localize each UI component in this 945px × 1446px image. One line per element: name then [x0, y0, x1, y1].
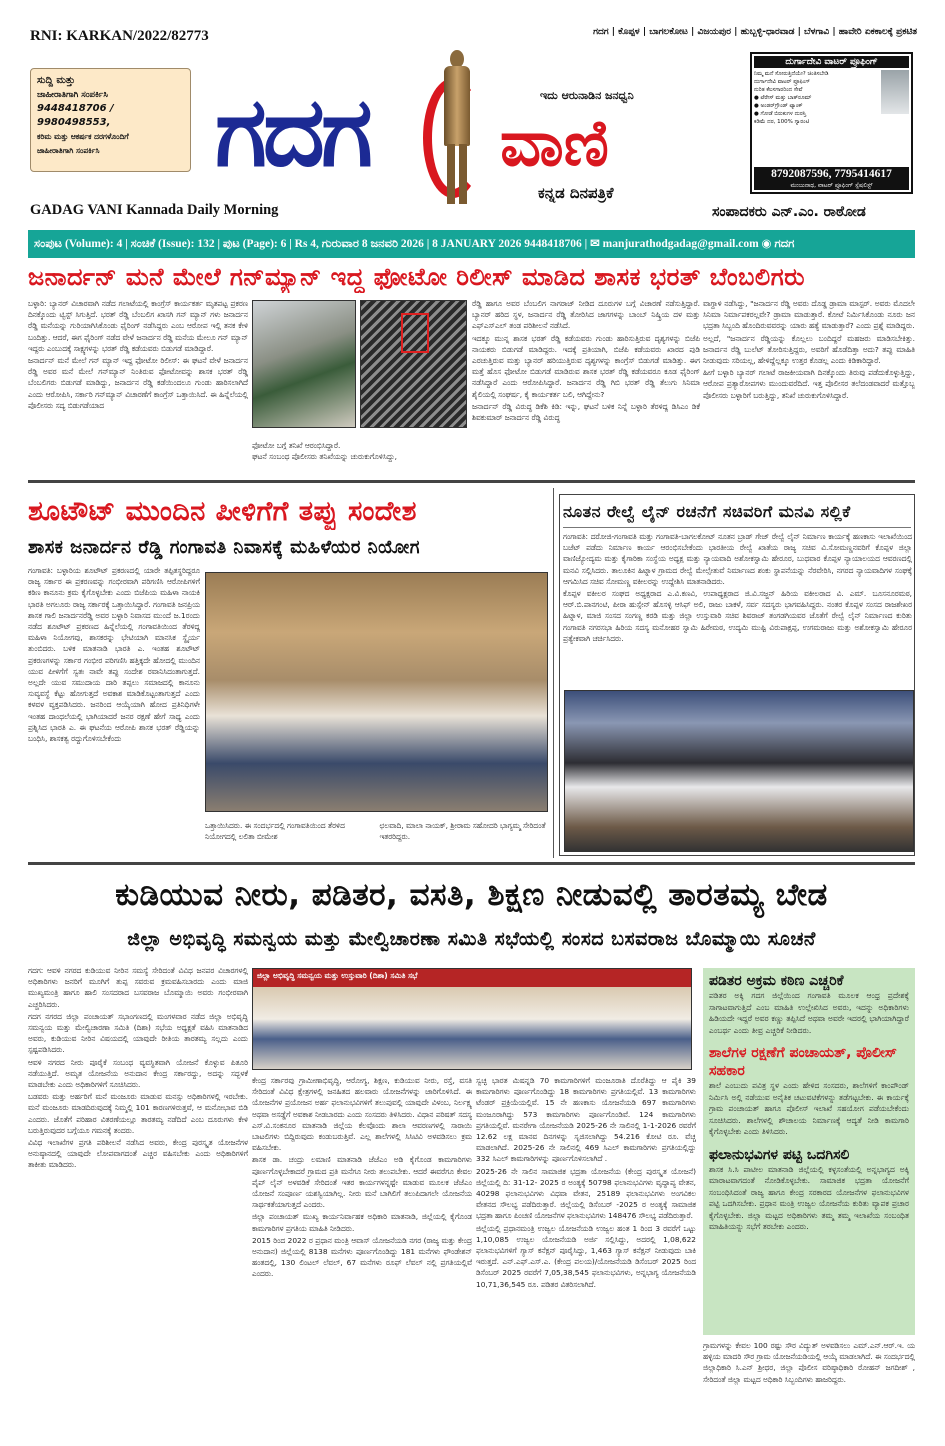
ad-line: ಸುದ್ದಿ ಮತ್ತು: [37, 75, 76, 86]
paragraph: ಹೀಗೆ ಬಳ್ಳಾರಿ ಬ್ಯಾನರ್ ಗಲಾಟೆ ರಾಜಕೀಯವಾಗಿ ದಿನಕ್ಕೊಂದು ತಿರುವು ಪಡೆದುಕೊಳ್ಳುತ್ತಿದ್ದು, ಆರೋಪ ಪ್ರತ್ಯಾರೋಪಗಳು ಮುಂದುವರೆದಿದೆ. ಇತ್ತ ಪೊಲೀಸರ ತಲೆದಂಡವಾದರೆ ಮತ್ತೊಬ್ಬ ಪೊಲೀಸರು ಬಳ್ಳಾರಿಗೆ ಬರುತ್ತಿದ್ದು, ತನಿಖೆ ಚುರುಕುಗೊಳಿಸಿದ್ದಾರೆ.: [703, 368, 915, 400]
article4-column: [28, 965, 248, 1425]
paragraph: ಜಿಲ್ಲಾ ಪಂಚಾಯತ್ ಮುಖ್ಯ ಕಾರ್ಯನಿರ್ವಾಹಕ ಅಧಿಕಾರಿ ಮಾತನಾಡಿ, ಜಿಲ್ಲೆಯಲ್ಲಿ ಕೈಗೊಂಡ ಕಾಮಗಾರಿಗಳ ಪ್ರಗತಿಯ ಮಾಹಿತಿ ನೀಡಿದರು.: [252, 1212, 472, 1233]
ad-phones: 9448418706 / 9980498553,: [37, 103, 114, 128]
ad-line: ಜಾಹೀರಾತಿಗಾಗಿ ಸಂಪರ್ಕಿಸಿ: [37, 90, 108, 100]
contact-ad-box: [30, 68, 191, 172]
paragraph: ಆವಳಿ ನಗರದ ನೀರು ಪೂರೈಕೆ ಸಂಬಂಧ ವ್ಯವಸ್ಥಿತವಾಗಿ ಯೋಜನೆ ಕೊಳ್ಳುವ ಪಿತೂರಿ ನಡೆಯುತ್ತಿದೆ. ಅಮೃತ ಯೋಜನೆಯ ಅನುದಾನ ಕೇಂದ್ರ ಸರ್ಕಾರದ್ದು, ಅದನ್ನು ಸದ್ಬಳಕೆ ಮಾಡಬೇಕು ಎಂದು ಅಧಿಕಾರಿಗಳಿಗೆ ಸೂಚಿಸಿದರು.: [28, 1057, 248, 1090]
paragraph: ಕೇಂದ್ರ ಸರ್ಕಾರವು ಗ್ರಾಮೀಣಾಭಿವೃದ್ಧಿ, ಆರೋಗ್ಯ, ಶಿಕ್ಷಣ, ಕುಡಿಯುವ ನೀರು, ರಸ್ತೆ, ವಸತಿ ಸೇರಿದಂತೆ ವಿವಿಧ ಕ್ಷೇತ್ರಗಳಲ್ಲಿ ಜನಹಿತದ ಹಲವಾರು ಯೋಜನೆಗಳನ್ನು ಜಾರಿಗೊಳಿಸಿದೆ. ಈ ಯೋಜನೆಗಳ ಪ್ರಯೋಜನ ಅರ್ಹ ಫಲಾನುಭವಿಗಳಿಗೆ ತಲುಪುವಲ್ಲಿ ಯಾವುದೇ ವಿಳಂಬ, ನಿರ್ಲಕ್ಷ್ಯ ಅಥವಾ ಅಸಡ್ಡೆಗೆ ಅವಕಾಶ ನೀಡಬಾರದು ಎಂದು ಸಂಸದರು ತಿಳಿಸಿದರು. ವಿಧಾನ ಪರಿಷತ್ ಸದಸ್ಯ ಎಸ್.ವಿ.ಸಂಕನೂರ ಮಾತನಾಡಿ ಜಿಲ್ಲೆಯ ಕೆಲವೊಂದು ಶಾಲಾ ಆವರಣಗಳಲ್ಲಿ ಸಾರಾಯಿ ಬಾಟಲಿಗಳು ಬಿದ್ದಿರುವುದು ಕಂಡುಬರುತ್ತಿವೆ. ಎಲ್ಲ ಶಾಲೆಗಳಲ್ಲಿ ಸಿಸಿಟಿವಿ ಅಳವಡಿಸಲು ಕ್ರಮ ವಹಿಸಬೇಕು.: [252, 1076, 472, 1153]
section-divider: [28, 862, 915, 865]
logo-gadag: ಗದಗ: [215, 76, 369, 188]
article1-caption: [252, 440, 467, 462]
sidebar-text: ಶಾಲೆ ಎಂಬುದು ಪವಿತ್ರ ಸ್ಥಳ ಎಂದು ಹೇಳಿದ ಸಂಸದರು, ಶಾಲೆಗಳಿಗೆ ಕಾಂಪೌಂಡ್ ನಿರ್ಮಿಸಿ ಅಲ್ಲಿ ನಡೆಯುವ ಅನೈತಿಕ ಚಟುವಟಿಕೆಗಳನ್ನು ತಡೆಗಟ್ಟಬೇಕು. ಈ ಕಾರ್ಯಕ್ಕೆ ಗ್ರಾಮ ಪಂಚಾಯತ್ ಹಾಗೂ ಪೊಲೀಸ್ ಇಲಾಖೆ ಸಹಯೋಗ ಪಡೆಯಬೇಕೆಂದು ಸೂಚಿಸಿದರು. ಶಾಲೆಗಳಲ್ಲಿ ಶೌಚಾಲಯ ನಿರ್ಮಾಣಕ್ಕೆ ಆದ್ಯತೆ ನೀಡಿ ಕಾಮಗಾರಿ ಕೈಗೊಳ್ಳಬೇಕು ಎಂದು ತಿಳಿಸಿದರು.: [709, 1081, 909, 1136]
paragraph: ಗಂಗಾವತಿ: ಬಳ್ಳಾರಿಯ ಶೂಟೌಟ್ ಪ್ರಕರಣದಲ್ಲಿ ಯಾರೇ ತಪ್ಪಿತಸ್ಥರಿದ್ದರೂ ರಾಜ್ಯ ಸರ್ಕಾರ ಈ ಪ್ರಕರಣವನ್ನು ಗಂಭೀರವಾಗಿ ಪರಿಗಣಿಸಿ ಆರೋಪಿಗಳಿಗೆ ಕಠಿಣ ಕಾನೂನು ಕ್ರಮ ಕೈಗೊಳ್ಳಬೇಕು ಎಂದು ಬಿಜೆಪಿಯ ಮಹಿಳಾ ನಾಯಕಿ ಭಾರತಿ ಅಗಲೂರು ರಾಜ್ಯ ಸರ್ಕಾರಕ್ಕೆ ಒತ್ತಾಯಿಸಿದ್ದಾರೆ. ಗಂಗಾವತಿ ಜನಪ್ರಿಯ ಶಾಸಕ ಗಾಲಿ ಜನಾರ್ದನರೆಡ್ಡಿ ಅವರ ಬಳ್ಳಾರಿ ನಿವಾಸದ ಮುಂದೆ ಜ.1ರಂದು ನಡೆದ ಶೂಟೌಟ್ ಪ್ರಕರಣದ ಹಿನ್ನೆಲೆಯಲ್ಲಿ ಗಂಗಾವತಿಯಿಂದ ತೆರಳಿದ್ದ ಮಹಿಳಾ ನಿಯೋಗವು, ಶಾಸಕರನ್ನು ಭೇಟಿಯಾಗಿ ಮಾನಸಿಕ ಸ್ಥೈರ್ಯ ತುಂಬಿದರು. ಬಳಿಕ ಮಾತನಾಡಿ ಭಾರತಿ ಎ. ಇಂತಹ ಶೂಟೌಟ್ ಪ್ರಕರಣಗಳನ್ನು ಸರ್ಕಾರ ಗಂಭೀರ ಪರಿಗಣಿಸಿ ಹತ್ತಿಕ್ಕದೇ ಹೋದಲ್ಲಿ ಮುಂದಿನ ಯುವ ಪೀಳಿಗೆಗೆ ಸ್ವತಃ ನಾವೇ ತಪ್ಪು ಸಂದೇಶ ರವಾನಿಸಿದಂತಾಗುತ್ತದೆ. ಅಲ್ಲದೇ ಯುವ ಸಮುದಾಯ ದಾರಿ ತಪ್ಪಲು ಸಮಾಜದಲ್ಲಿ ಕಾನೂನು ಸುವ್ಯವಸ್ಥೆ ಕೆಟ್ಟು ಹೋಗುತ್ತದೆ ಅವಕಾಶ ಮಾಡಿಕೊಟ್ಟಂತಾಗುತ್ತದೆ ಎಂದು ಕಳವಳ ವ್ಯಕ್ತಪಡಿಸಿದರು. ಜನರಿಂದ ಆಯ್ಕೆಯಾಗಿ ಹೋದ ಪ್ರತಿನಿಧಿಗಳೇ ಇಂತಹ ದಾಂಧಲೆಯಲ್ಲಿ ಭಾಗಿಯಾದರೆ ಜನರ ರಕ್ಷಣೆ ಹೇಗೆ ಸಾಧ್ಯ ಎಂದು ಪ್ರಶ್ನಿಸಿದ ಭಾರತಿ ಎ. ಈ ಘಟನೆಯ ಆರೋಪಿ ಶಾಸಕ ಭರತ್ ರೆಡ್ಡಿಯನ್ನು ಬಂಧಿಸಿ, ಶಾಸಕತ್ವ ರದ್ದುಗೊಳಿಸಬೇಕೆಂದು: [28, 566, 200, 744]
caption-text: ಛಲವಾದಿ, ಮಾಲಾ ನಾಯಕ್, ಶ್ರೀರಾಮ ಸಹೋದರಿ ಭಾಗ್ಯಮ್ಮ ಸೇರಿದಂತೆ ಇತರರಿದ್ದರು.: [379, 821, 546, 841]
sidebar-heading: ಶಾಲೆಗಳ ರಕ್ಷಣೆಗೆ ಪಂಚಾಯತ್, ಪೊಲೀಸ್ ಸಹಕಾರ: [709, 1045, 897, 1079]
article3-headline: ನೂತನ ರೇಲ್ವೆ ಲೈನ್ ರಚನೆಗೆ ಸಚಿವರಿಗೆ ಮನವಿ ಸಲ್ಲಿಕೆ: [563, 502, 851, 521]
paragraph: ● ಅಂಡರ್‌ಗ್ರೌಂಡ್ ಟ್ಯಾಂಕ್: [754, 103, 803, 109]
article2-caption: [205, 820, 548, 842]
paragraph: 2025-26 ನೇ ಸಾಲಿನ ಸಾಮಾಜಿಕ ಭದ್ರತಾ ಯೋಜನೆಯ (ಕೇಂದ್ರ ಪುರಸ್ಕೃತ ಯೋಜನೆ) ಜಿಲ್ಲೆಯಲ್ಲಿ ದಿ: 31-12- 2025 ರ ಅಂತ್ಯಕ್ಕೆ 50798 ಫಲಾನುಭವಿಗಳು ವೃದ್ಧಾಪ್ಯ ವೇತನ, 40298 ಫಲಾನುಭವಿಗಳು ವಿಧವಾ ವೇತನ, 25189 ಫಲಾನುಭವಿಗಳು ಅಂಗವಿಕಲ ವೇತನದ ಸೌಲಭ್ಯ ಪಡೆದಿರುತ್ತಾರೆ. ಜಿಲ್ಲೆಯಲ್ಲಿ ಡಿಸೆಂಬರ್ -2025 ರ ಅಂತ್ಯಕ್ಕೆ ಸಾಮಾಜಿಕ ಭದ್ರತಾ ಹಾಗೂ ಪಿಂಚಣಿ ಯೋಜನೆಗಳ ಫಲಾನುಭವಿಗಳು 148476 ಸೌಲಭ್ಯ ಪಡೆದಿರುತ್ತಾರೆ.: [476, 1166, 696, 1221]
paragraph: ದುರ್ಗಾದೇವಿ ವಾಟರ್ ಪ್ರೂಫಿಂಗ್: [754, 79, 811, 85]
paragraph: 2015 ರಿಂದ 2022 ರ ಪ್ರಧಾನ ಮಂತ್ರಿ ಆವಾಸ್ ಯೋಜನೆಯಡಿ ನಗರ (ರಾಜ್ಯ ಮತ್ತು ಕೇಂದ್ರ ಅನುದಾನ) ಜಿಲ್ಲೆಯಲ್ಲಿ 8138 ಮನೆಗಳು ಪೂರ್ಣಗೊಂಡಿದ್ದು 181 ಮನೆಗಳು ಫೌಂಡೇಶನ್ ಹಂತದಲ್ಲಿ, 130 ಲಿಂಟಲ್ ಲೆವಲ್, 67 ಮನೆಗಳು ರೂಫ್ ಲೆವಲ್ ನಲ್ಲಿ ಪ್ರಗತಿಯಲ್ಲಿವೆ ಎಂದರು.: [252, 1235, 472, 1279]
paragraph: ವಿವಿಧ ಇಲಾಖೆಗಳ ಪ್ರಗತಿ ಪರಿಶೀಲನೆ ನಡೆಸಿದ ಅವರು, ಕೇಂದ್ರ ಪುರಸ್ಕೃತ ಯೋಜನೆಗಳ ಅನುಷ್ಠಾನದಲ್ಲಿ ಯಾವುದೇ ಲೋಪವಾಗದಂತೆ ಎಚ್ಚರ ವಹಿಸಬೇಕು ಎಂದು ಅಧಿಕಾರಿಗಳಿಗೆ ತಾಕೀತು ಮಾಡಿದರು.: [28, 1138, 248, 1170]
paragraph: ಫೋಟೋ ಬಗ್ಗೆ ತನಿಖೆ ಆರಂಭಿಸಿದ್ದಾರೆ.: [252, 441, 341, 450]
paragraph: ಬಡವರು ಮತ್ತು ಅರ್ಹರಿಗೆ ಮನೆ ಮಂಜೂರು ಮಾಡುವ ಮನಸ್ಸು ಅಧಿಕಾರಿಗಳಲ್ಲಿ ಇರಬೇಕು. ಮನೆ ಮಂಜೂರು ಮಾಡದಿರುವುದಕ್ಕೆ ನಿಮ್ಮಲ್ಲಿ 101 ಕಾರಣಗಳಿರುತ್ತವೆ, ಆ ಮನೋಭಾವ ಬಿಡಿ ಎಂದರು. ಜೊತೆಗೆ ಪರಿಹಾರ ವಿತರಣೆಯಲ್ಲೂ ತಾರತಮ್ಯ ನಡೆದಿದೆ ಎಂಬ ದೂರುಗಳು ಕೇಳಿ ಬರುತ್ತಿರುವುದರ ಬಗ್ಗೆಯೂ ಗಮನಕ್ಕೆ ತಂದರು.: [28, 1092, 248, 1135]
editor-name: ಸಂಪಾದಕರು ಎನ್.ಎಂ. ರಾಠೋಡ: [712, 204, 866, 220]
email-icon: ✉: [590, 238, 600, 250]
paragraph: ಜನಾರ್ದನ್ ರೆಡ್ಡಿ ವಿರುದ್ಧ ಡಿಕೆಶಿ ಕಿಡಿ: ಇನ್ನು, ಘಟನೆ ಬಳಿಕ ನಿನ್ನೆ ಬಳ್ಳಾರಿ ತೆರಳಿದ್ದ ಡಿಸಿಎಂ ಡಿಕೆ ಶಿವಕುಮಾರ್ ಜನಾರ್ದನ ರೆಡ್ಡಿ ವಿರುದ್ಧ: [472, 401, 700, 423]
sidebar-heading: ಪಡಿತರ ಅಕ್ರಮ ಕಠಿಣ ಎಚ್ಚರಿಕೆ: [709, 973, 844, 989]
paragraph: ಜನಾರ್ದನ್ ಮನೆ ಮೇಲೆ ಗನ್ ಮ್ಯಾನ್ ಇದ್ದ ಫೋಟೋ ರಿಲೀಸ್: ಈ ಘಟನೆ ವೇಳೆ ಜನಾರ್ದನ ರೆಡ್ಡಿ ಅವರ ಮನೆ ಮೇಲೆ ಗನ್‌ಮ್ಯಾನ್ ನಿಂತಿರುವ ಫೋಟೋವನ್ನು ಶಾಸಕ ಭರತ್ ರೆಡ್ಡಿ ಬೆಂಬಲಿಗರು ಬಿಡುಗಡೆ ಮಾಡಿದ್ದು, ಜನಾರ್ದನ ರೆಡ್ಡಿ ಕಡೆಯಿಂದಲೂ ಗುಂಡು ಹಾರಿಸಲಾಗಿದೆ ಎಂದು ಆರೋಪಿಸಿ, ಸರ್ಕಾರಿ ಗನ್‌ಮ್ಯಾನ್ ವಿಚಾರಣೆಗೆ ಕಾಂಗ್ರೆಸ್ ಒತ್ತಾಯಿಸಿದೆ. ಈ ಹಿನ್ನೆಲೆಯಲ್ಲಿ ಪೊಲೀಸರು ಸದ್ಯ ಬಿಡುಗಡೆಯಾದ: [28, 356, 248, 410]
paragraph: ರೆಡ್ಡಿ ಹಾಗೂ ಅವರ ಬೆಂಬಲಿಗ ನಾಗರಾಜ್ ನೀಡಿದ ದೂರುಗಳ ಬಗ್ಗೆ ವಿಚಾರಣೆ ನಡೆಸುತ್ತಿದ್ದಾರೆ. ಬ್ಯಾನರ್ ಹರಿದ ಸ್ಥಳ, ಜನಾರ್ದನ ರೆಡ್ಡಿ ತೋರಿಸಿದ ಜಾಗಗಳನ್ನು ಬಾಂಬ್ ನಿಷ್ಕ್ರಿಯ ದಳ ಮತ್ತು ಎಫ್ಎಸ್ಎಲ್ ತಂಡ ಪರಿಶೀಲನೆ ನಡೆಸಿದೆ.: [472, 299, 700, 331]
article1-column: [703, 298, 915, 458]
logo-tagline: ಇದು ಆರುನಾಡಿನ ಜನಧ್ವನಿ: [540, 89, 634, 102]
paragraph: ಬಳ್ಳಾರಿ: ಬ್ಯಾನರ್ ವಿಚಾರವಾಗಿ ನಡೆದ ಗಲಾಟೆಯಲ್ಲಿ ಕಾಂಗ್ರೆಸ್ ಕಾರ್ಯಕರ್ತ ಮೃತಪಟ್ಟ ಪ್ರಕರಣ ದಿನಕ್ಕೊಂದು ಟ್ವಿಸ್ಟ್ ಸಿಗುತ್ತಿದೆ. ಭರತ್ ರೆಡ್ಡಿ ಬೆಂಬಲಿಗ ಖಾಸಗಿ ಗನ್ ಮ್ಯಾನ್ ಗಳು ಜನಾರ್ದನ ರೆಡ್ಡಿ ಮನೆಯನ್ನು ಗುರಿಯಾಗಿಸಿಕೊಂಡು ಫೈರಿಂಗ್ ನಡೆಸಿದ್ದರು ಎಂಬ ಆರೋಪ ಇಲ್ಲಿ ತನಕ ಕೇಳಿ ಬಂದಿತ್ತು. ಆದರೆ, ಈಗ ಫೈರಿಂಗ್ ನಡೆದ ವೇಳೆ ಜನಾರ್ದನ ರೆಡ್ಡಿ ಮನೆಯ ಮೇಲೂ ಗನ್ ಮ್ಯಾನ್ ಇದ್ದರು ಎಂಬುದಕ್ಕೆ ಸಾಕ್ಷ್ಯಗಳನ್ನು ಭರತ್ ರೆಡ್ಡಿ ಕಡೆಯವರು ಬಿಡುಗಡೆ ಮಾಡಿದ್ದಾರೆ.: [28, 299, 248, 353]
sidebar-text: ಶಾಸಕ ಸಿ.ಸಿ ಪಾಟೀಲ ಮಾತನಾಡಿ ಜಿಲ್ಲೆಯಲ್ಲಿ ಕಳ್ಳಸಂತೆಯಲ್ಲಿ ಅನ್ನಭಾಗ್ಯದ ಅಕ್ಕಿ ಮಾರಾಟವಾಗದಂತೆ ನೋಡಿಕೊಳ್ಳಬೇಕು. ಸಾಮಾಜಿಕ ಭದ್ರತಾ ಯೋಜನೆಗೆ ಸಂಬಂಧಿಸಿದಂತೆ ರಾಜ್ಯ ಹಾಗೂ ಕೇಂದ್ರ ಸರಕಾರದ ಯೋಜನೆಗಳ ಫಲಾನುಭವಿಗಳ ಪಟ್ಟಿ ಒದಗಿಸಬೇಕು. ಪ್ರಧಾನ ಮಂತ್ರಿ ಉಜ್ವಲ ಯೋಜನೆಯ ಕುರಿತು ವ್ಯಾಪಕ ಪ್ರಚಾರ ಕೈಗೊಳ್ಳಬೇಕು. ಜಿಲ್ಲಾ ಮಟ್ಟದ ಅಧಿಕಾರಿಗಳು ತಮ್ಮ ತಮ್ಮ ಇಲಾಖೆಯ ಸಂಬಂಧಿತ ಮಾಹಿತಿಯನ್ನು ಸಭೆಗೆ ತರಬೇಕು ಎಂದರು.: [709, 1164, 909, 1231]
logo-vani: ವಾಣಿ: [500, 107, 609, 181]
issue-info-bar: [28, 230, 915, 258]
article3-photo-memorandum: [564, 690, 914, 852]
paragraph: ವಾಗ್ದಾಳಿ ನಡೆಸಿದ್ದು, "ಜನಾರ್ದನ ರೆಡ್ಡಿ ಅವರು ದೊಡ್ಡ ಡ್ರಾಮಾ ಮಾಸ್ಟರ್. ಅವರು ಮೊದಲೇ ಸಿನಿಮಾ ನಿರ್ಮಾಪಕರಲ್ಲವೇ? ಡ್ರಾಮಾ ಮಾಡುತ್ತಾರೆ. ಕೋಟೆ ನಿರ್ಮಿಸಿಕೊಂಡು ನೂರು ಜನ ಭದ್ರತಾ ಸಿಬ್ಬಂದಿ ಹೊಂದಿರುವವರನ್ನು ಯಾರು ಹತ್ಯೆ ಮಾಡುತ್ತಾರೆ? ಎಂದು ಪ್ರಶ್ನೆ ಮಾಡಿದ್ದರು.: [703, 299, 915, 331]
article2-subheadline: ಶಾಸಕ ಜನಾರ್ದನ ರೆಡ್ಡಿ ಗಂಗಾವತಿ ನಿವಾಸಕ್ಕೆ ಮಹಿಳೆಯರ ನಿಯೋಗ: [28, 537, 420, 558]
article3-body: [563, 531, 912, 681]
article4-column: [476, 1075, 696, 1425]
ad-footer: ಮಂಜುನಾಥ, ವಾಟರ್ ಪ್ರೂಫಿಂಗ್ ಸ್ಪೆಷಲಿಸ್ಟ್: [790, 182, 873, 189]
paragraph: ಕೊಪ್ಪಳ ವಕೀಲರ ಸಂಘದ ಅಧ್ಯಕ್ಷರಾದ ಎ.ವಿ.ಕಣವಿ, ಉಪಾಧ್ಯಕ್ಷರಾದ ಜಿ.ವಿ.ಸಜ್ಜನ್ ಹಿರಿಯ ವಕೀಲರಾದ ವಿ. ಎಮ್. ಬೂಸನೂರಮಠ, ಆರ್.ಬಿ.ಪಾನಗಂಟಿ, ಪೀರಾ ಹುಸ್ಸೇನ್ ಹೊಸಳ್ಳಿ ಆಸಿಫ್ ಅಲಿ, ರಾಜು ಬಾಕಳೆ, ಸರ್ವ ಸದಸ್ಯರು ಭಾಗವಹಿಸಿದ್ದರು. ನಂತರ ಕೊಪ್ಪಳ ಸಂಸದ ರಾಜಶೇಖರ ಹಿಟ್ನಾಳ, ಮಾಜಿ ಸಂಸದ ಸಂಗಣ್ಣ ಕರಡಿ ಮತ್ತು ಜಿಲ್ಲಾ ಉಸ್ತುವಾರಿ ಸಚಿವ ಶಿವರಾಜ್ ತಂಗಡಗಿಯವರ ಜೊತೆಗೆ ರೇಲ್ವೆ ಲೈನ್ ನಿರ್ಮಾಣದ ಕುರಿತು ಗಂಗಾವತಿ ನಗರಸಭಾ ಹಿರಿಯ ಸದಸ್ಯ ಮನೋಹರ ಸ್ವಾಮಿ ಹಿರೇಮಠ, ಉದ್ಯಮಿ ಮುಷ್ಟಿ ವಿರುಪಾಕ್ಷಪ್ಪ, ಉಗಮರಾಜು ಮತ್ತು ಅಶೋಕಸ್ವಾಮಿ ಹೇರೂರ ಪ್ರತ್ಯೇಕವಾಗಿ ಚರ್ಚಿಸಿದರು.: [563, 589, 912, 643]
ad-body: [754, 70, 879, 126]
sidebar-text: ಪಡಿತರ ಅಕ್ಕಿ ಗದಗ ಜಿಲ್ಲೆಯಿಂದ ಗಂಗಾವತಿ ಮೂಲಕ ಆಂಧ್ರ ಪ್ರದೇಶಕ್ಕೆ ಸಾಗಾಟವಾಗುತ್ತಿದೆ ಎಂಬ ಮಾಹಿತಿ ಉಲ್ಲೇಖಿಸಿದ ಅವರು, ಇದನ್ನು ಅಧಿಕಾರಿಗಳು ಹಿಡಿಯದೇ ಇದ್ದರೆ ಅವರ ಕಣ್ಣು ತಪ್ಪಿಸಿದೆ ಅಥವಾ ಅವರೇ ಇದರಲ್ಲಿ ಭಾಗಿಯಾಗಿದ್ದಾರೆ ಎಂಬರ್ಥ ಎಂದು ತೀವ್ರ ಎಚ್ಚರಿಕೆ ನೀಡಿದರು.: [709, 991, 909, 1035]
issue-details: ಸಂಪುಟ (Volume): 4 | ಸಂಚಿಕೆ (Issue): 132 | ಪುಟ (Page): 6 | Rs 4, ಗುರುವಾರ 8 ಜನವರಿ 2026 | 8 JANUARY 2026 9448418706 |: [34, 238, 588, 250]
paragraph: ಘಟನೆ ಸಂಬಂಧ ಪೊಲೀಸರು ತನಿಖೆಯನ್ನು ಚುರುಕುಗೊಳಿಸಿದ್ದು,: [252, 452, 397, 461]
article2-headline: ಶೂಟೌಟ್ ಮುಂದಿನ ಪೀಳಿಗೆಗೆ ತಪ್ಪು ಸಂದೇಶ: [28, 496, 417, 527]
waterproofing-ad: [750, 52, 913, 194]
paragraph: ● ಟೆರೇಸ್ ಮತ್ತು ಬಾತ್‌ರೂಮ್: [754, 95, 812, 101]
rni-number: RNI: KARKAN/2022/82773: [30, 28, 209, 44]
article1-photo-crowd: [252, 300, 356, 428]
article4-column: [252, 1075, 472, 1425]
article4-headline: ಕುಡಿಯುವ ನೀರು, ಪಡಿತರ, ವಸತಿ, ಶಿಕ್ಷಣ ನೀಡುವಲ್ಲಿ ತಾರತಮ್ಯ ಬೇಡ: [115, 877, 828, 913]
paragraph: ಗಂಗಾವತಿ: ದರೋಜಿ-ಗಂಗಾವತಿ ಮತ್ತು ಗಂಗಾವತಿ-ಬಾಗಲಕೋಟ್ ನೂತನ ಬ್ರಾಡ್ ಗೇಜ್ ರೇಲ್ವೆ ಲೈನ್ ನಿರ್ಮಾಣ ಕಾರ್ಯಕ್ಕೆ ಹಣಕಾಸು ಇಲಾಖೆಯಿಂದ ಬಜೆಟ್ ಪಡೆದು ನಿರ್ಮಾಣ ಕಾರ್ಯ ಆರಂಭಿಸಬೇಕೆಂದು ಭಾರತೀಯ ರೇಲ್ವೆ ಖಾತೆಯ ರಾಜ್ಯ ಸಚಿವ ವಿ.ಸೋಮಣ್ಣನವರಿಗೆ ಕೊಪ್ಪಳ ಜಿಲ್ಲಾ ವಾಣಿಜ್ಯೋದ್ಯಮ ಮತ್ತು ಕೈಗಾರಿಕಾ ಸಂಸ್ಥೆಯ ಅಧ್ಯಕ್ಷ ಮತ್ತು ನ್ಯಾಯವಾದಿ ಅಶೋಕಸ್ವಾಮಿ ಹೇರೂರ, ಬುಧವಾರ ಕೊಪ್ಪಳ ನ್ಯಾಯಾಲಯದ ಆವರಣದಲ್ಲಿ ಮನವಿ ಸಲ್ಲಿಸಿದರು. ತಾಲೂಕಿನ ಹಿಟ್ನಾಳ ಗ್ರಾಮದ ರೇಲ್ವೆ ಮೇಲ್ಸೇತುವೆ ನಿರ್ಮಾಣದ ಶಂಕು ಸ್ಥಾಪನೆಯನ್ನು ನೆರವೇರಿಸಿ, ನಗರದ ನ್ಯಾಯವಾದಿಗಳ ಸಂಘಕ್ಕೆ ಆಗಮಿಸಿದ ಸಚಿವ ಸೋಮಣ್ಣ ವಕೀಲರನ್ನು ಉದ್ದೇಶಿಸಿ ಮಾತನಾಡಿದರು.: [563, 532, 912, 586]
article4-photo-meeting: [252, 968, 692, 1070]
paragraph: ಸ್ವಚ್ಛ ಭಾರತ ಮಿಷನ್ನಡಿ 70 ಕಾಮಗಾರಿಗಳಿಗೆ ಮಂಜೂರಾತಿ ದೊರೆತಿದ್ದು ಆ ಪೈಕಿ 39 ಕಾಮಗಾರಿಗಳು ಪೂರ್ಣಗೊಂಡಿದ್ದು 18 ಕಾಮಗಾರಿಗಳು ಪ್ರಗತಿಯಲ್ಲಿವೆ. 13 ಕಾಮಗಾರಿಗಳು ಟೆಂಡರ್ ಪ್ರಕ್ರಿಯೆಯಲ್ಲಿವೆ. 15 ನೇ ಹಣಕಾಸು ಯೋಜನೆಯಡಿ 697 ಕಾಮಗಾರಿಗಳು ಮಂಜೂರಾಗಿದ್ದು 573 ಕಾಮಗಾರಿಗಳು ಪೂರ್ಣಗೊಂಡಿವೆ. 124 ಕಾಮಗಾರಿಗಳು ಪ್ರಗತಿಯಲ್ಲಿವೆ. ಮನರೇಗಾ ಯೋಜನೆಯಡಿ 2025-26 ನೇ ಸಾಲಿನಲ್ಲಿ 1-1-2026 ರವರೆಗೆ 12.62 ಲಕ್ಷ ಮಾನವ ದಿನಗಳನ್ನು ಸೃಜಿಸಲಾಗಿದ್ದು 54.216 ಕೋಟಿ ರೂ. ವೆಚ್ಚ ಮಾಡಲಾಗಿದೆ. 2025-26 ನೇ ಸಾಲಿನಲ್ಲಿ 469 ಸಿಎಲ್ ಕಾಮಗಾರಿಗಳು ಪ್ರಗತಿಯಲ್ಲಿದ್ದು 332 ಸಿಎಲ್ ಕಾಮಗಾರಿಗಳನ್ನು ಪೂರ್ಣಗೊಳಿಸಲಾಗಿದೆ .: [476, 1076, 696, 1164]
column-rule: [553, 488, 554, 858]
sidebar-heading: ಫಲಾನುಭವಿಗಳ ಪಟ್ಟಿ ಒದಗಿಸಲಿ: [709, 1146, 850, 1163]
paragraph: ಜಿಲ್ಲೆಯಲ್ಲಿ ಪ್ರಧಾನಮಂತ್ರಿ ಉಜ್ವಲ ಯೋಜನೆಯಡಿ ಉಜ್ವಲ ಹಂತ 1 ರಿಂದ 3 ರವರೆಗೆ ಒಟ್ಟು 1,10,085 ಉಜ್ವಲ ಯೋಜನೆಯಡಿ ಅರ್ಜಿ ಸಲ್ಲಿಸಿದ್ದು, ಅದರಲ್ಲಿ 1,08,622 ಫಲಾನುಭವಿಗಳಿಗೆ ಗ್ಯಾಸ್ ಕನೆಕ್ಷನ್ ಪೂರೈಸಿದ್ದು, 1,463 ಗ್ಯಾಸ್ ಕನೆಕ್ಷನ್ ನೀಡುವುದು ಬಾಕಿ ಇರುತ್ತದೆ. ಎನ್.ಎಫ್.ಎಸ್.ಎ. (ಕೇಂದ್ರ ಪಲಯ)/ಯೋಜನೆಯಡಿ ಡಿಸೆಂಬರ್ 2025 ರಿಂದ ಡಿಸೆಂಬರ್ 2025 ರವರೆಗೆ 7,05,38,545 ಫಲಾನುಭವಿಗಳು, ಅನ್ನಭಾಗ್ಯ ಯೋಜನೆಯಡಿ 10,71,36,545 ರೂ. ಪಡಿತರ ವಿತರಿಸಲಾಗಿದೆ.: [476, 1223, 696, 1289]
place-name: ಗದಗ: [774, 238, 795, 250]
article1-headline: ಜನಾರ್ದನ್ ಮನೆ ಮೇಲೆ ಗನ್‌ಮ್ಯಾನ್ ಇದ್ದ ಫೋಟೋ ರಿಲೀಸ್ ಮಾಡಿದ ಶಾಸಕ ಭರತ್ ಬೆಂಬಲಿಗರು: [28, 263, 806, 291]
article1-photo-gunman: [360, 300, 467, 428]
paragraph: ● ಗೋಡೆ ಬಿರುಕುಗಳ ದುರಸ್ತಿ: [754, 111, 807, 117]
location-icon: ◉: [761, 238, 775, 250]
ad-photo: [881, 70, 909, 114]
logo-subtitle: ಕನ್ನಡ ದಿನಪತ್ರಿಕೆ: [538, 184, 614, 202]
paragraph: ಅಲ್ಲದೆ, "ಜನಾರ್ದನ ರೆಡ್ಡಿಯನ್ನು ಕೊಲ್ಲಲು ಬಂದಿದ್ದರೆ ಮಹಜರು ಮಾಡಿಸಬೇಕಿತ್ತು. ಜನಾರ್ದನ ರೆಡ್ಡಿ ಬುಲೆಟ್ ತೋರಿಸುತ್ತಿದ್ದರು, ಅವರಿಗೆ ಹೊಡೆದಿತ್ತಾ ಅದು? ತಪ್ಪು ಮಾಹಿತಿ ನೀಡುವುದು ಸರಿಯಲ್ಲ, ಹೇಳಿದ್ದೆಲ್ಲಕ್ಕೂ ಉತ್ತರ ಕೊಡಲ್ಲ ಎಂದು ಕಿಡಿಕಾರಿದ್ದಾರೆ.: [703, 333, 915, 366]
article4-sidebar: [703, 968, 915, 1335]
paragraph: ನಿಮ್ಮ ಮನೆ ಸೋರುತ್ತಿದೆಯೇ? ಚಿಂತಿಸಬೇಡಿ: [754, 71, 829, 77]
article4-column: ಗ್ರಾಮಗಳನ್ನು ಕೇವಲ 100 ರಷ್ಟು ಸೌರ ವಿದ್ಯುತ್ ಅಳವಡಿಸಲು ಎಮ್.ಎನ್.ಆರ್.ಇ. ಯ ಹಳ್ಳಿಯ ಮಾದರಿ ಸೌರ ಗ್ರಾಮ ಯೋಜನೆಯಡಿಯಲ್ಲಿ ಆಯ್ಕೆ ಮಾಡಲಾಗಿದೆ. ಈ ಸಂದರ್ಭದಲ್ಲಿ ಜಿಲ್ಲಾಧಿಕಾರಿ ಸಿ.ಎನ್ ಶ್ರೀಧರ, ಜಿಲ್ಲಾ ಪೊಲೀಸ ವರಿಷ್ಠಾಧಿಕಾರಿ ರೋಹನ್ ಜಗದೀಶ್ , ಸೇರಿದಂತೆ ಜಿಲ್ಲಾ ಮಟ್ಟದ ಅಧಿಕಾರಿ ಸಿಬ್ಬಂದಿಗಳು ಹಾಜರಿದ್ದರು.: [703, 1341, 915, 1384]
paragraph: ಶಾಸಕ ಡಾ. ಚಂದ್ರು ಲಮಾಣಿ ಮಾತನಾಡಿ ಜೆಜೆಎಂ ಅಡಿ ಕೈಗೊಂಡ ಕಾಮಗಾರಿಗಳು ಪೂರ್ಣಗೊಳ್ಳಬೇಕಾದರೆ ಗ್ರಾಮದ ಪ್ರತಿ ಮನೆಗೂ ನೀರು ತಲುಪಬೇಕು. ಆದರೆ ಈವರೆಗೂ ಕೇವಲ ಪೈಪ್ ಲೈನ್ ಅಳವಡಿಕೆ ಸೇರಿದಂತೆ ಇತರ ಕಾರ್ಯಗಳನ್ನಷ್ಟೇ ಮಾಡುವ ಮೂಲಕ ಜೆಜೆಎಂ ಯೋಜನೆ ಸಂಪೂರ್ಣ ಯಶಸ್ವಿಯಾಗಿಲ್ಲ. ನೀರು ಮನೆ ಬಾಗಿಲಿಗೆ ತಲುಪಿದಾಗಲೇ ಯೋಜನೆಯ ಸಾರ್ಥಕತೆಯಾಗುತ್ತದೆ ಎಂದರು.: [252, 1155, 472, 1210]
article1-column: [472, 298, 700, 470]
ad-line: ಜಾಹೀರಾತಿಗಾಗಿ ಸಂಪರ್ಕಿಸಿ: [37, 146, 100, 155]
article2-body: [28, 565, 200, 848]
email-link[interactable]: manjurathodgadag@gmail.com: [602, 238, 759, 250]
paragraph: ಗದಗ ನಗರದ ಜಿಲ್ಲಾ ಪಂಚಾಯತ್ ಸಭಾಂಗಣದಲ್ಲಿ ಮಂಗಳವಾರ ನಡೆದ ಜಿಲ್ಲಾ ಅಭಿವೃದ್ಧಿ ಸಮನ್ವಯ ಮತ್ತು ಮೇಲ್ವಿಚಾರಣಾ ಸಮಿತಿ (ದಿಶಾ) ಸಭೆಯ ಅಧ್ಯಕ್ಷತೆ ವಹಿಸಿ ಮಾತನಾಡಿದ ಅವರು, ಕುಡಿಯುವ ನೀರಿನ ವಿಷಯದಲ್ಲಿ ಯಾವುದೇ ರೀತಿಯ ತಾರತಮ್ಯ ಸಲ್ಲದು ಎಂದು ಸ್ಪಷ್ಟಪಡಿಸಿದರು.: [28, 1011, 248, 1055]
statue-image: [440, 50, 476, 210]
paragraph: ಕಡಿಮೆ ದರ, 100% ಗ್ಯಾರಂಟಿ: [754, 119, 810, 125]
photo-banner-text: ಜಿಲ್ಲಾ ಅಭಿವೃದ್ಧಿ ಸಮನ್ವಯ ಮತ್ತು ಉಸ್ತುವಾರಿ (ದಿಶಾ) ಸಮಿತಿ ಸಭೆ: [257, 971, 418, 980]
ad-phones: 8792087596, 7795414617: [771, 168, 892, 180]
article1-column: [28, 298, 248, 470]
ad-line: ಕರಿಮ ಮತ್ತು ಆಕರ್ಷಕ ದರಗಳೊಂದಿಗೆ: [37, 132, 129, 141]
edition-regions: ಗದಗ | ಕೊಪ್ಪಳ | ಬಾಗಲಕೋಟ | ವಿಜಯಪುರ | ಹುಬ್ಬಳ್ಳಿ-ಧಾರವಾಡ | ಬೆಳಗಾವಿ | ಹಾವೇರಿ ಏಕಕಾಲಕ್ಕೆ ಪ್ರಕಟಿತ: [593, 27, 917, 37]
english-name: GADAG VANI Kannada Daily Morning: [30, 202, 279, 218]
article2-photo-delegation: [205, 572, 548, 812]
section-divider: [28, 480, 915, 483]
paragraph: ನುರಿತ ಕೆಲಸಗಾರರಿಂದ ಸೇವೆ: [754, 87, 803, 93]
article4-subheadline: ಜಿಲ್ಲಾ ಅಭಿವೃದ್ಧಿ ಸಮನ್ವಯ ಮತ್ತು ಮೇಲ್ವಿಚಾರಣಾ ಸಮಿತಿ ಸಭೆಯಲ್ಲಿ ಸಂಸದ ಬಸವರಾಜ ಬೊಮ್ಮಾಯಿ ಸೂಚನೆ: [127, 928, 816, 950]
paragraph: ಇದಕ್ಕೂ ಮುನ್ನ ಶಾಸಕ ಭರತ್ ರೆಡ್ಡಿ ಕಡೆಯವರು ಗುಂಡು ಹಾರಿಸುತ್ತಿರುವ ದೃಶ್ಯಗಳನ್ನು ಬಿಜೆಪಿ ನಾಯಕರು ಬಿಡುಗಡೆ ಮಾಡಿದ್ದರು. ಇದಕ್ಕೆ ಪ್ರತಿಯಾಗಿ, ಬಿಜೆಪಿ ಕಡೆಯವರು ಖಾರದ ಪುಡಿ ಎರಚುತ್ತಿರುವ ಮತ್ತು ಬ್ಯಾನರ್ ಹರಿಯುತ್ತಿರುವ ದೃಶ್ಯಗಳನ್ನು ಕಾಂಗ್ರೆಸ್ ಬಿಡುಗಡೆ ಮಾಡಿತ್ತು. ಈಗ ಮತ್ತೆ ಹೊಸ ಫೋಟೋ ಬಿಡುಗಡೆ ಮಾಡಿರುವ ಶಾಸಕ ಭರತ್ ರೆಡ್ಡಿ ಕಡೆಯವರೂ ಕೂಡ ಫೈರಿಂಗ್ ನಡೆಸಿದ್ದಾರೆ ಎಂದು ಆರೋಪಿಸಿದ್ದಾರೆ. ಜನಾರ್ದನ ರೆಡ್ಡಿ ಗಿಬಿ ಭರತ್ ರೆಡ್ಡಿ ತೆಲುಗು ಸಿನಿಮಾ ಶೈಲಿಯಲ್ಲಿ ಸಂಘರ್ಷ, ಕೈ ಕಾರ್ಯಕರ್ತ ಬಲಿ, ಆಗಿದ್ದೇನು?: [472, 333, 700, 399]
headline-rule: [563, 527, 911, 528]
caption-text: ಒತ್ತಾಯಿಸಿದರು. ಈ ಸಂದರ್ಭದಲ್ಲಿ ಗಂಗಾವತಿಯಿಂದ ತೆರಳಿದ ನಿಯೋಗದಲ್ಲಿ ಲಲಿತಾ ಬೀಮೇಶ: [205, 821, 345, 841]
ad-title: ದುರ್ಗಾದೇವಿ ವಾಟರ್ ಪ್ರೂಫಿಂಗ್: [754, 56, 909, 68]
paragraph: ಗದಗ: ಆವಳಿ ನಗರದ ಕುಡಿಯುವ ನೀರಿನ ಸಮಸ್ಯೆ ಸೇರಿದಂತೆ ವಿವಿಧ ಜನಪರ ವಿಚಾರಗಳಲ್ಲಿ ಅಧಿಕಾರಿಗಳು ಜನರಿಗೆ ಮೂಗಿಗೆ ತುಪ್ಪ ಸವರುವ ಕ್ರಮವಹಿಸಬಾರದು ಎಂದು ಮಾಜಿ ಮುಖ್ಯಮಂತ್ರಿ ಹಾಗೂ ಹಾಲಿ ಸಂಸದರಾದ ಬಸವರಾಜ ಬೊಮ್ಮಾಯಿ ಅವರು ಗಂಭೀರವಾಗಿ ಎಚ್ಚರಿಸಿದರು.: [28, 966, 248, 1009]
